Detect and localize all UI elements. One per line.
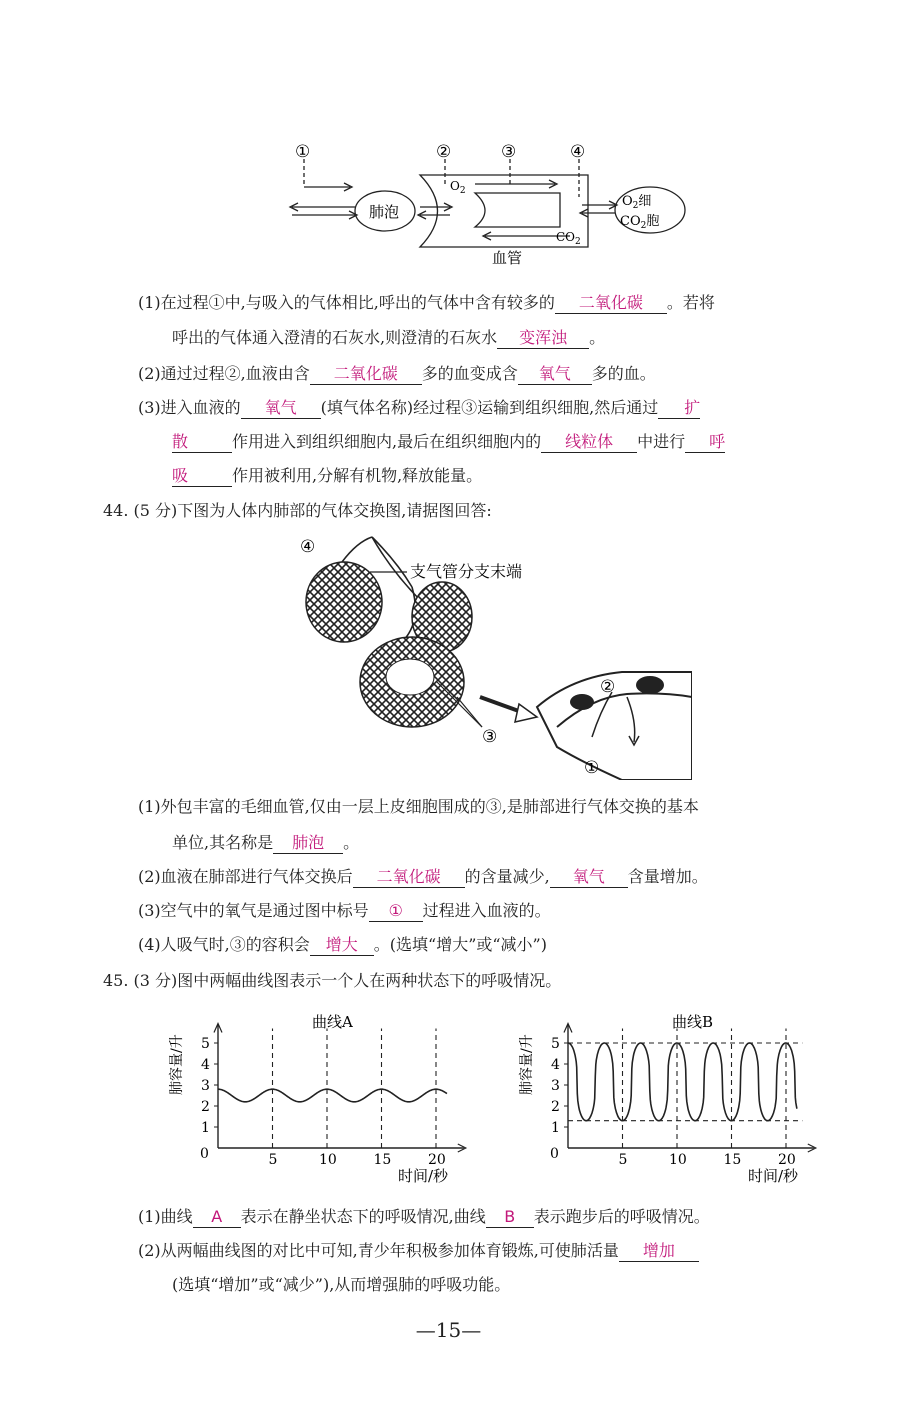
q44-part2: (2)血液在肺部进行气体交换后 二氧化碳 的含量减少, 氧气 含量增加。 [138, 867, 708, 886]
chart-b-plot [551, 1024, 816, 1169]
q44-part1-line2: 单位,其名称是 肺泡 。 [172, 833, 360, 852]
answer-blank[interactable]: 氧气 [550, 867, 628, 888]
y-tick-label: 4 [551, 1057, 560, 1073]
y-tick-label: 2 [551, 1099, 560, 1115]
marker-1: ① [295, 142, 311, 162]
chart-a [160, 1005, 480, 1190]
y-tick-label: 4 [201, 1057, 210, 1073]
x-tick-label: 15 [723, 1152, 742, 1168]
answer-blank[interactable]: 增大 [310, 935, 374, 956]
y-tick-label: 3 [201, 1078, 210, 1094]
series-line-B [568, 1043, 797, 1121]
q43-part3-line3: 吸 作用被利用,分解有机物,释放能量。 [172, 466, 483, 485]
x-tick-label: 5 [268, 1152, 278, 1168]
cell-o2-label: $O_2$细 [622, 194, 652, 211]
lung-exchange-illustration [282, 532, 692, 780]
y-tick-label: 5 [201, 1036, 210, 1052]
answer-blank[interactable]: 呼 [685, 432, 725, 453]
answer-blank[interactable]: 氧气 [241, 398, 321, 419]
fig2-label-1: ① [584, 758, 600, 778]
blood-cell [636, 676, 664, 694]
answer-blank[interactable]: 二氧化碳 [353, 867, 465, 888]
chart-a-origin: 0 [200, 1146, 209, 1162]
fig2-label-4: ④ [300, 537, 316, 557]
alveolus-cut [386, 659, 434, 695]
answer-blank[interactable]: 二氧化碳 [555, 293, 667, 314]
q44-title: 44. (5 分)下图为人体内肺部的气体交换图,请据图回答: [103, 501, 492, 520]
alveolus-cluster [306, 562, 382, 642]
q44-part1-line1: (1)外包丰富的毛细血管,仅由一层上皮细胞围成的③,是肺部进行气体交换的基本 [138, 797, 699, 816]
cell-co2-label: $CO_2$胞 [620, 214, 660, 231]
y-tick-label: 3 [551, 1078, 560, 1094]
answer-blank[interactable]: ① [369, 901, 423, 922]
page-number: —15— [415, 1318, 482, 1342]
blood-cell [570, 694, 594, 710]
y-tick-label: 5 [551, 1036, 560, 1052]
answer-blank[interactable]: 线粒体 [541, 432, 637, 453]
q45-part1: (1)曲线 A 表示在静坐状态下的呼吸情况,曲线 B 表示跑步后的呼吸情况。 [138, 1207, 710, 1226]
co2-label: $CO_2$ [556, 230, 581, 247]
fig2-label-2: ② [600, 677, 616, 697]
y-tick-label: 2 [201, 1099, 210, 1115]
q44-part3: (3)空气中的氧气是通过图中标号 ① 过程进入血液的。 [138, 901, 551, 920]
y-tick-label: 1 [201, 1120, 210, 1136]
q45-part2-line1: (2)从两幅曲线图的对比中可知,青少年积极参加体育锻炼,可使肺活量 增加 [138, 1240, 699, 1262]
chart-b-xlabel: 时间/秒 [748, 1167, 799, 1185]
q45-title: 45. (3 分)图中两幅曲线图表示一个人在两种状态下的呼吸情况。 [103, 971, 562, 990]
alveolus-label: 肺泡 [369, 203, 400, 221]
chart-b-title: 曲线B [672, 1013, 714, 1031]
x-tick-label: 15 [373, 1152, 392, 1168]
q45-part2-line2: (选填“增加”或“减少”),从而增强肺的呼吸功能。 [172, 1275, 511, 1294]
x-tick-label: 20 [428, 1152, 446, 1168]
chart-a-title: 曲线A [312, 1013, 353, 1031]
chart-b-ylabel: 肺容量/升 [519, 1034, 535, 1095]
answer-blank[interactable]: B [486, 1207, 534, 1228]
y-tick-label: 1 [551, 1120, 560, 1136]
chart-a-xlabel: 时间/秒 [398, 1167, 449, 1185]
chart-b-origin: 0 [550, 1146, 559, 1162]
vessel-label: 血管 [492, 249, 523, 267]
marker-4: ④ [570, 142, 586, 162]
answer-blank[interactable]: 扩 [658, 398, 700, 419]
x-tick-label: 5 [618, 1152, 628, 1168]
chart-a-plot [201, 1024, 466, 1169]
marker-2: ② [436, 142, 452, 162]
chart-a-ylabel: 肺容量/升 [169, 1034, 185, 1095]
fig2-branch-label: 支气管分支末端 [410, 562, 523, 581]
x-tick-label: 10 [669, 1152, 687, 1168]
answer-blank[interactable]: 二氧化碳 [310, 364, 422, 385]
q43-part1-line1: (1)在过程①中,与吸入的气体相比,呼出的气体中含有较多的 二氧化碳 。若将 [138, 293, 715, 312]
chart-b [510, 1005, 830, 1190]
answer-blank[interactable]: A [193, 1207, 241, 1228]
series-line-A [218, 1089, 447, 1102]
fig2-label-3: ③ [482, 727, 498, 747]
x-tick-label: 20 [778, 1152, 796, 1168]
answer-blank[interactable]: 吸 [172, 466, 232, 487]
answer-blank[interactable]: 氧气 [518, 364, 592, 385]
q43-part3-line1: (3)进入血液的 氧气 (填气体名称)经过程③运输到组织细胞,然后通过 扩 [138, 398, 701, 417]
gas-exchange-diagram [270, 135, 700, 275]
x-tick-label: 10 [319, 1152, 337, 1168]
q43-part1-line2: 呼出的气体通入澄清的石灰水,则澄清的石灰水 变浑浊 。 [172, 328, 606, 347]
answer-blank[interactable]: 变浑浊 [497, 328, 589, 349]
q44-part4: (4)人吸气时,③的容积会 增大 。(选填“增大”或“减小”) [138, 935, 547, 954]
answer-blank[interactable]: 增加 [619, 1241, 699, 1262]
answer-blank[interactable]: 散 [172, 432, 232, 453]
q43-part3-line2: 散 作用进入到组织细胞内,最后在组织细胞内的 线粒体 中进行 呼 [172, 432, 726, 451]
answer-blank[interactable]: 肺泡 [273, 833, 343, 854]
marker-3: ③ [501, 142, 517, 162]
o2-label: $O_2$ [450, 179, 466, 196]
q43-part2: (2)通过过程②,血液由含 二氧化碳 多的血变成含 氧气 多的血。 [138, 364, 656, 383]
